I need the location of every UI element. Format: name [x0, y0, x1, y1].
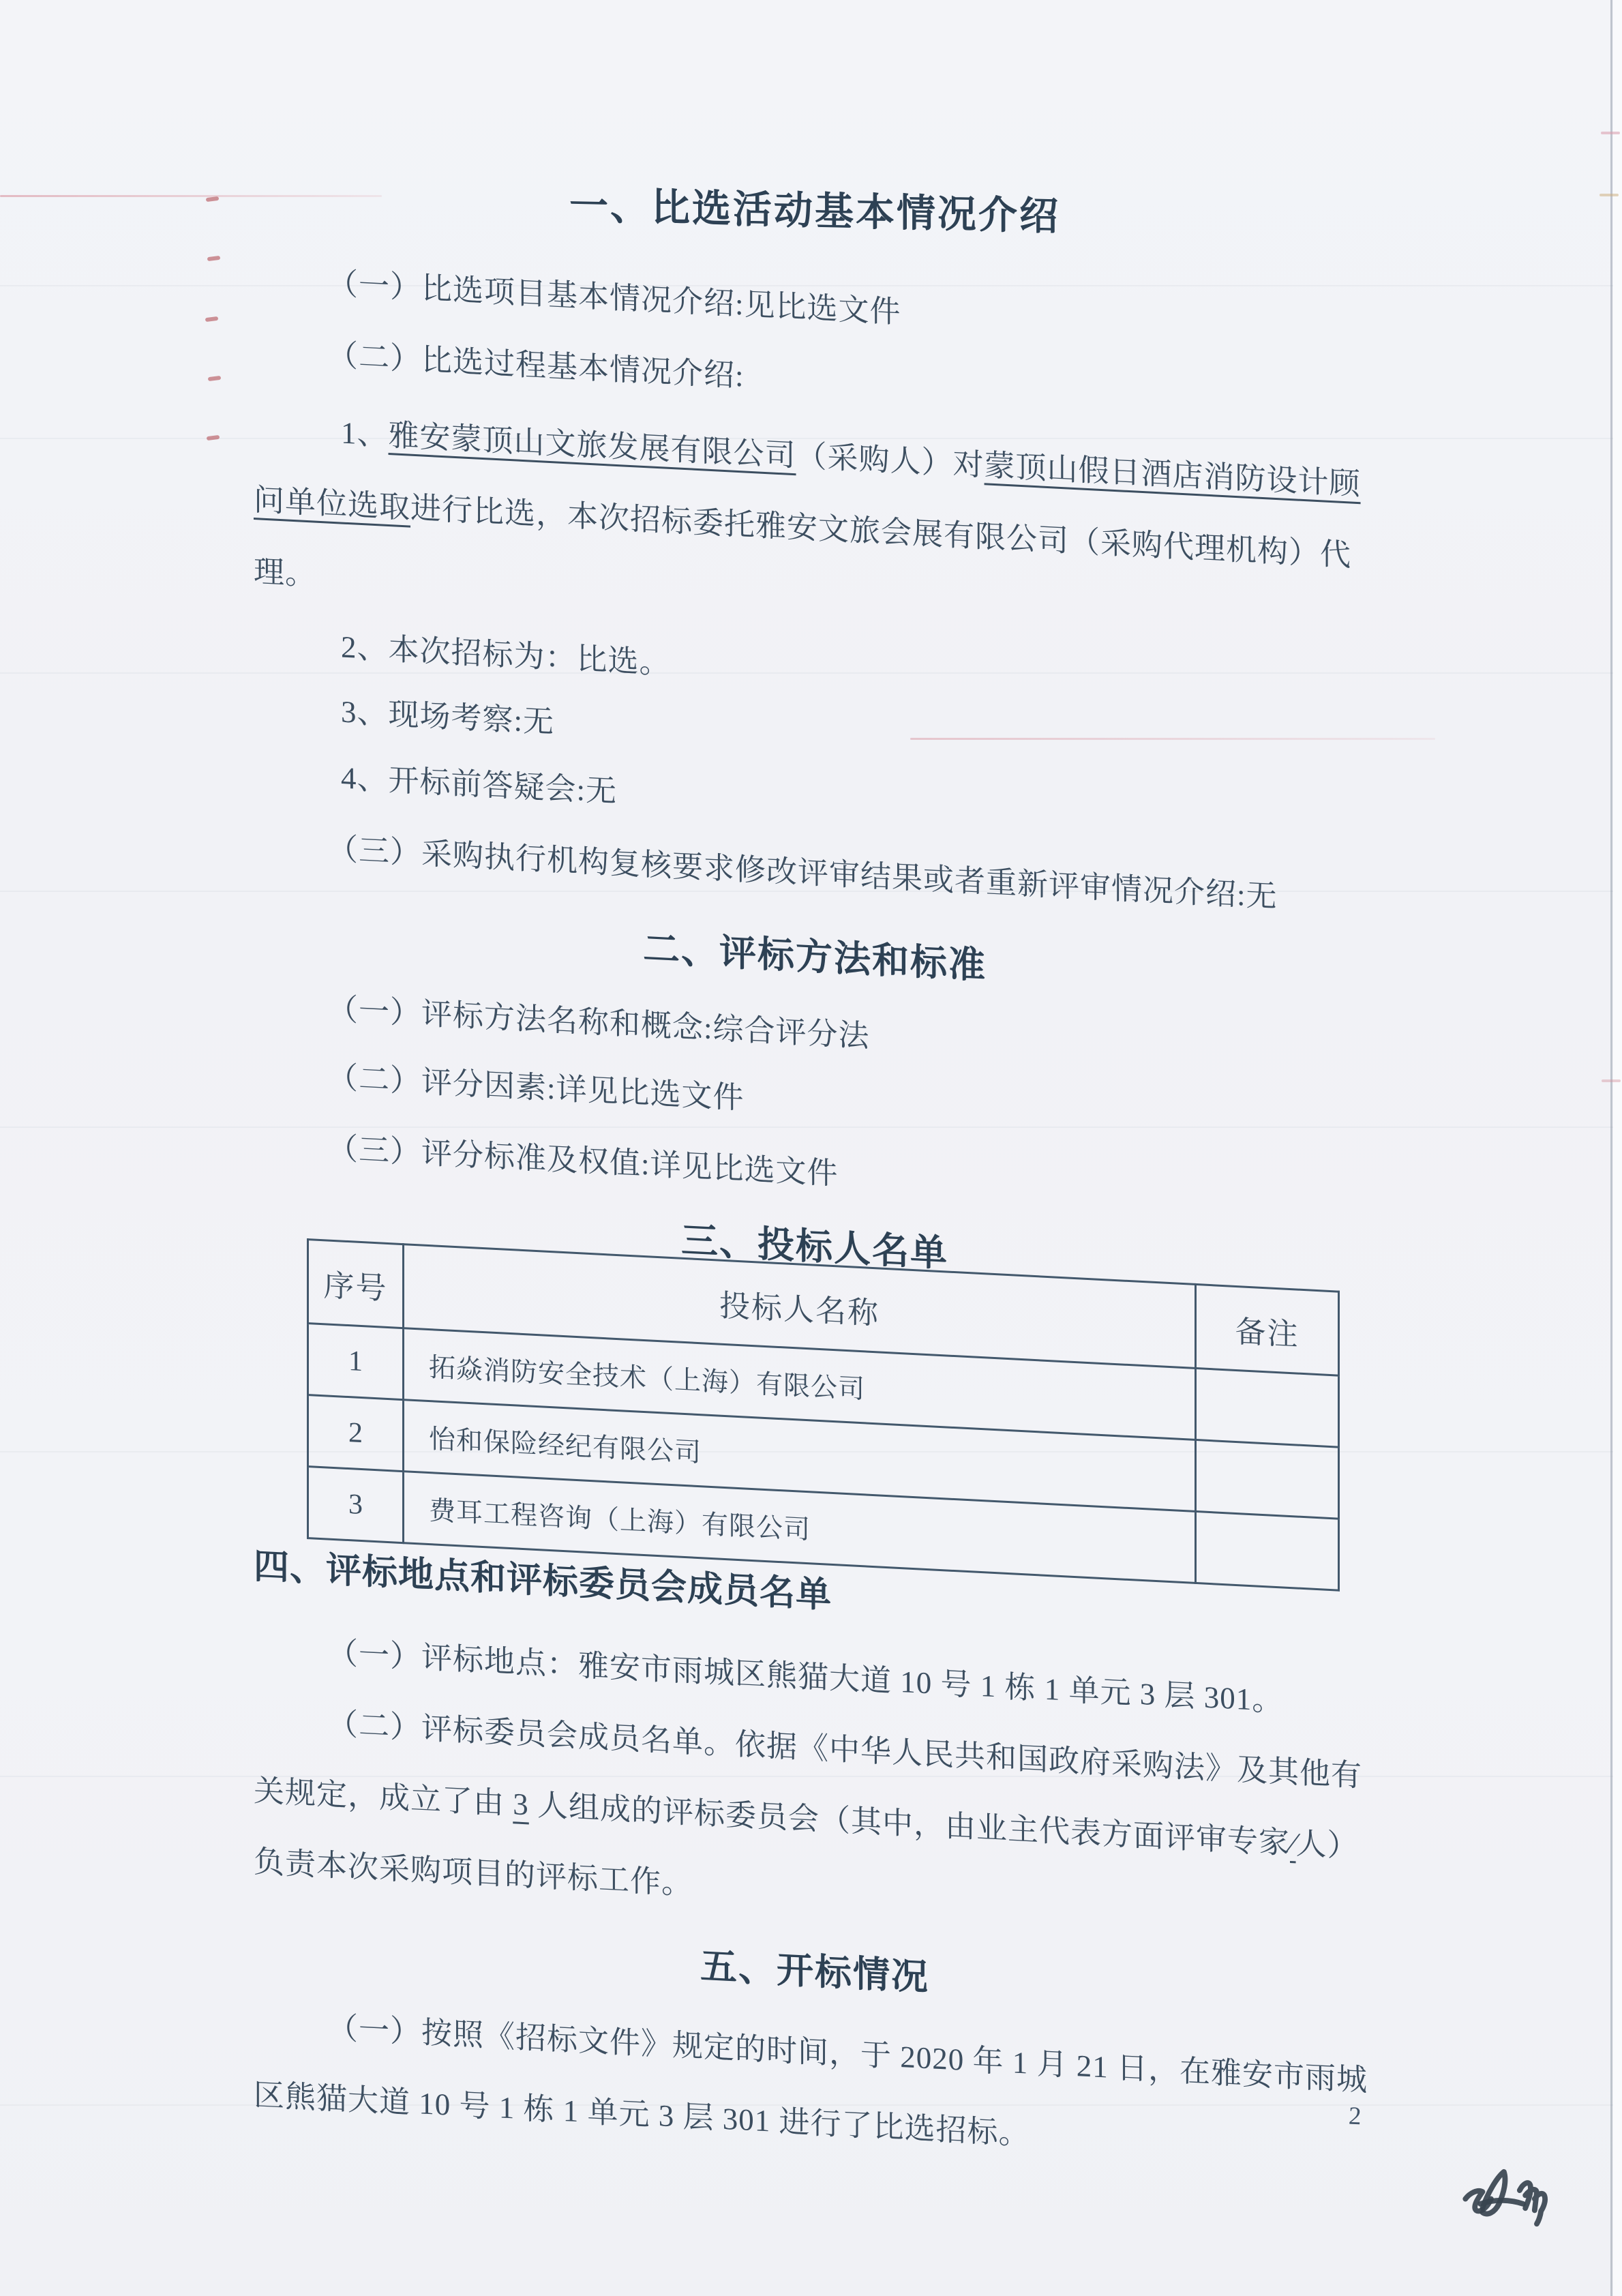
item1-middle: （采购人）对 — [796, 438, 985, 483]
committee-count-underlined: 3 — [513, 1787, 529, 1822]
section-3-heading: 三、投标人名单 — [681, 1219, 948, 1274]
cell-bidder-name: 拓焱消防安全技术（上海）有限公司 — [404, 1328, 1196, 1440]
cell-bidder-name: 怡和保险经纪有限公司 — [404, 1400, 1196, 1512]
scan-edge-tick — [1600, 194, 1619, 196]
committee-text-a: 关规定，成立了由 — [254, 1774, 513, 1821]
cell-bidder-name: 费耳工程咨询（上海）有限公司 — [404, 1472, 1196, 1583]
para-opening-line2: 区熊猫大道 10 号 1 栋 1 单元 3 层 301 进行了比选招标。 — [254, 2078, 1030, 2151]
document-content — [254, 158, 1376, 2187]
para-method: （一）评标方法名称和概念:综合评分法 — [327, 992, 870, 1054]
bidders-table — [307, 1238, 1340, 1592]
red-dash — [207, 435, 220, 441]
scan-edge-tick — [1601, 132, 1620, 134]
col-header-note: 备注 — [1196, 1284, 1339, 1375]
cell-row-no: 2 — [308, 1395, 404, 1472]
committee-text-b: 人组成的评标委员会（其中，由业主代表方面评审专家 — [528, 1787, 1291, 1861]
purchaser-name-underlined: 雅安蒙顶山文旅发展有限公司 — [388, 418, 796, 473]
para-opening-line1: （一）按照《招标文件》规定的时间，于 2020 年 1 月 21 日，在雅安市雨城 — [327, 2010, 1368, 2098]
owner-expert-slash-underlined: ∕ — [1290, 1826, 1296, 1861]
cell-row-no: 3 — [308, 1467, 404, 1543]
red-dash — [206, 196, 220, 202]
col-header-bidder-name: 投标人名称 — [404, 1244, 1196, 1369]
section-2-heading: 二、评标方法和标准 — [643, 927, 987, 987]
item1-number: 1、 — [341, 415, 389, 453]
cell-note — [1196, 1440, 1339, 1519]
col-header-no: 序号 — [308, 1240, 404, 1328]
item1-line2-text: 进行比选，本次招标委托雅安文旅会展有限公司（采购代理机构）代 — [410, 490, 1352, 573]
scan-edge-tick — [1602, 1079, 1621, 1082]
red-dash — [205, 316, 219, 322]
para-project-intro: （一）比选项目基本情况介绍:见比选文件 — [327, 266, 901, 330]
signature-scribble — [1460, 2163, 1553, 2231]
project-name-underlined-cont: 问单位选取 — [254, 483, 411, 525]
scan-edge-strip — [1613, 0, 1622, 2296]
cell-note — [1196, 1368, 1339, 1447]
para-process-intro: （二）比选过程基本情况介绍: — [327, 338, 745, 393]
para-review-note: （三）采购执行机构复核要求修改评审结果或者重新评审情况介绍:无 — [327, 831, 1278, 914]
para-item3: 3、现场考察:无 — [341, 694, 555, 740]
para-criteria: （三）评分标准及权值:详见比选文件 — [327, 1131, 839, 1191]
para-eval-location: （一）评标地点：雅安市雨城区熊猫大道 10 号 1 栋 1 单元 3 层 301。 — [327, 1635, 1284, 1718]
red-dash — [207, 256, 221, 261]
section-5-heading: 五、开标情况 — [700, 1945, 929, 1999]
section-1-heading: 一、比选活动基本情况介绍 — [569, 184, 1060, 239]
committee-text-c: 人） — [1295, 1826, 1359, 1864]
para-committee-line1: （二）评标委员会成员名单。依据《中华人民共和国政府采购法》及其他有 — [327, 1706, 1363, 1793]
para-committee-line3: 负责本次采购项目的评标工作。 — [254, 1845, 693, 1901]
section-4-heading: 四、评标地点和评标委员会成员名单 — [254, 1547, 832, 1615]
para-item4: 4、开标前答疑会:无 — [341, 760, 618, 809]
cell-row-no: 1 — [308, 1324, 404, 1400]
page-number: 2 — [1348, 2102, 1362, 2131]
para-item2: 2、本次招标为：比选。 — [341, 629, 671, 681]
scan-edge-line — [1610, 0, 1612, 2296]
cell-note — [1196, 1511, 1339, 1590]
para-item1-line3: 理。 — [254, 554, 317, 592]
para-factors: （二）评分因素:详见比选文件 — [327, 1060, 745, 1116]
red-dash — [208, 376, 222, 381]
project-name-underlined: 蒙顶山假日酒店消防设计顾 — [984, 448, 1361, 502]
